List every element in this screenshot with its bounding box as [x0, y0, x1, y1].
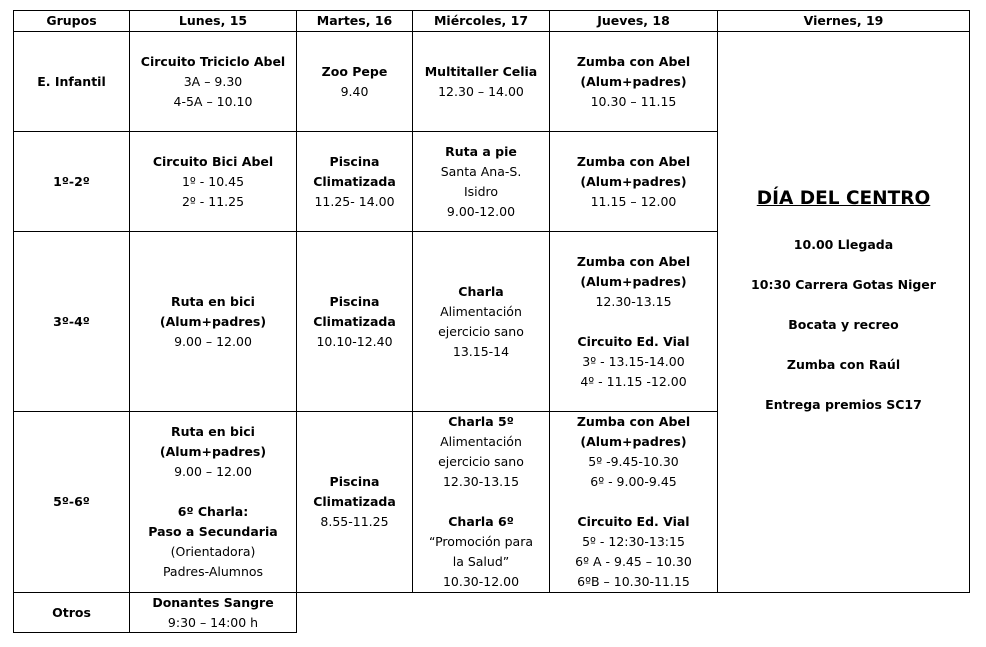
viernes-item: Bocata y recreo [788, 317, 899, 332]
viernes-item: 10.00 Llegada [793, 237, 894, 252]
header-jueves: Jueves, 18 [549, 10, 718, 32]
cell-p34-miercoles: Charla Alimentación ejercicio sano 13.15-14 [412, 231, 550, 412]
viernes-item: Entrega premios SC17 [765, 397, 922, 412]
cell-p34-lunes: Ruta en bici (Alum+padres) 9.00 – 12.00 [129, 231, 297, 412]
cell-p56-lunes: Ruta en bici (Alum+padres) 9.00 – 12.00 6º Charla: Paso a Secundaria (Orientadora) Padres-Alumnos [129, 411, 297, 593]
group-otros: Otros [13, 592, 130, 633]
header-viernes: Viernes, 19 [717, 10, 970, 32]
cell-p12-jueves: Zumba con Abel (Alum+padres) 11.15 – 12.00 [549, 131, 718, 232]
group-1-2: 1º-2º [13, 131, 130, 232]
group-3-4: 3º-4º [13, 231, 130, 412]
cell-infantil-jueves: Zumba con Abel (Alum+padres) 10.30 – 11.15 [549, 31, 718, 132]
cell-otros-lunes: Donantes Sangre 9:30 – 14:00 h [129, 592, 297, 633]
header-lunes: Lunes, 15 [129, 10, 297, 32]
cell-p34-martes: Piscina Climatizada 10.10-12.40 [296, 231, 413, 412]
cell-p12-miercoles: Ruta a pie Santa Ana-S. Isidro 9.00-12.00 [412, 131, 550, 232]
viernes-item: Zumba con Raúl [786, 357, 901, 372]
header-martes: Martes, 16 [296, 10, 413, 32]
cell-p56-jueves: Zumba con Abel (Alum+padres) 5º -9.45-10.30 6º - 9.00-9.45 Circuito Ed. Vial 5º - 12:30-13:15 6º A - 9.45 – 10.30 6ºB – 10.30-11.15 [549, 411, 718, 593]
cell-p34-jueves: Zumba con Abel (Alum+padres) 12.30-13.15 Circuito Ed. Vial 3º - 13.15-14.00 4º - 11.15 -12.00 [549, 231, 718, 412]
header-grupos: Grupos [13, 10, 130, 32]
cell-infantil-lunes: Circuito Triciclo Abel 3A – 9.30 4-5A – 10.10 [129, 31, 297, 132]
cell-p12-lunes: Circuito Bici Abel 1º - 10.45 2º - 11.25 [129, 131, 297, 232]
group-5-6: 5º-6º [13, 411, 130, 593]
cell-viernes-dia-del-centro [717, 31, 970, 593]
cell-p56-miercoles: Charla 5º Alimentación ejercicio sano 12.30-13.15 Charla 6º “Promoción para la Salud” 10.30-12.00 [412, 411, 550, 593]
cell-infantil-miercoles: Multitaller Celia 12.30 – 14.00 [412, 31, 550, 132]
header-miercoles: Miércoles, 17 [412, 10, 550, 32]
viernes-item: 10:30 Carrera Gotas Niger [751, 277, 936, 292]
group-e-infantil: E. Infantil [13, 31, 130, 132]
dia-del-centro-title: DÍA DEL CENTRO [756, 188, 931, 209]
cell-infantil-martes: Zoo Pepe 9.40 [296, 31, 413, 132]
cell-p12-martes: Piscina Climatizada 11.25- 14.00 [296, 131, 413, 232]
cell-p56-martes: Piscina Climatizada 8.55-11.25 [296, 411, 413, 593]
